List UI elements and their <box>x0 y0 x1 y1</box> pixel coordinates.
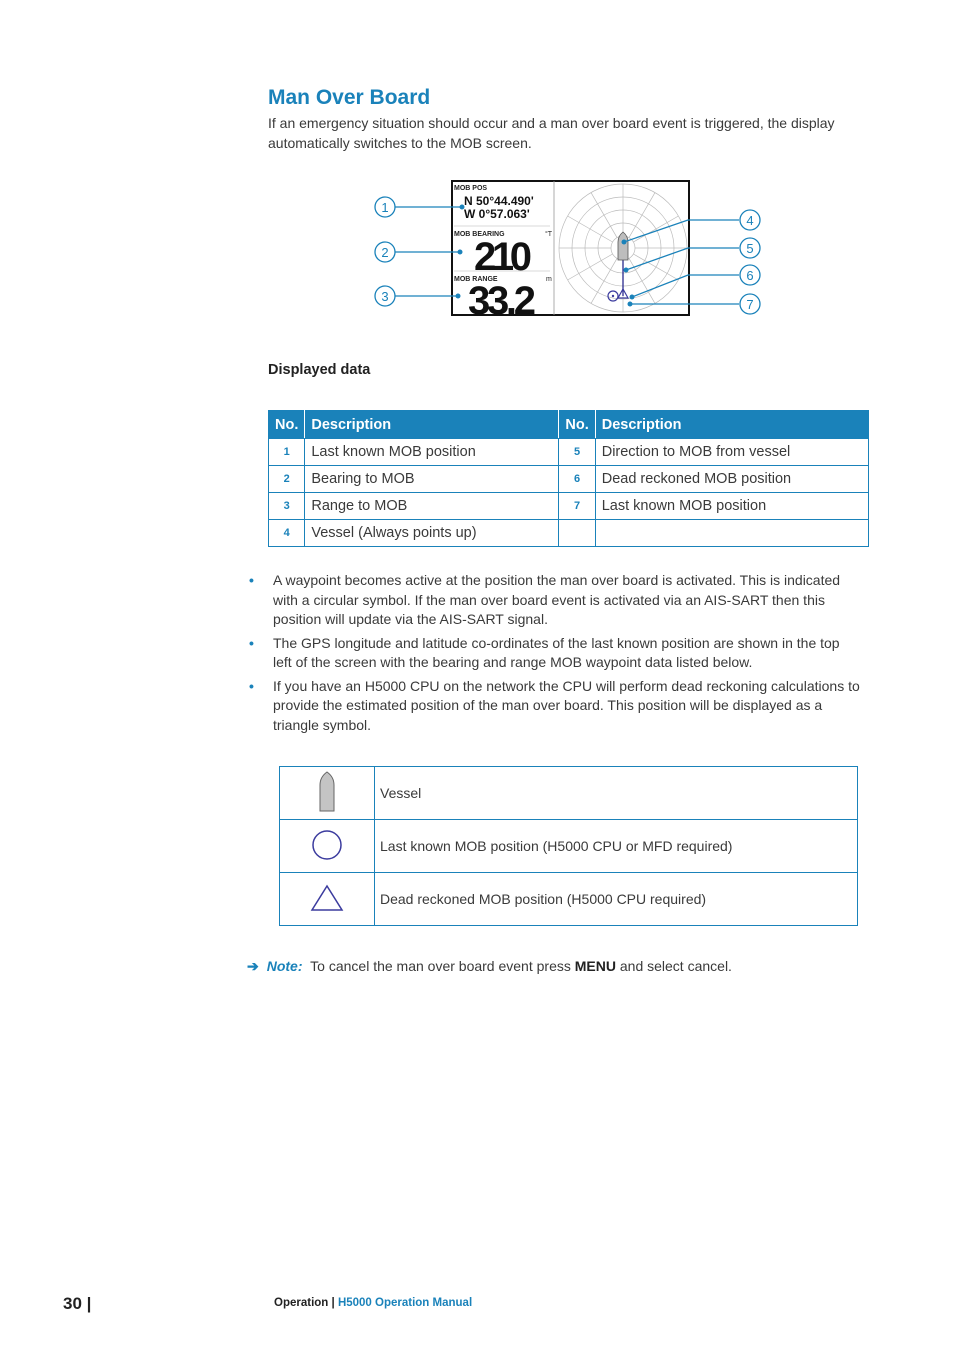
symbol-label: Dead reckoned MOB position (H5000 CPU required) <box>375 873 858 926</box>
callout-3: 3 <box>381 289 389 304</box>
cell-no: 2 <box>269 466 305 493</box>
triangle-icon <box>310 883 344 913</box>
mob-bearing-label: MOB BEARING <box>454 231 505 238</box>
mob-range-label: MOB RANGE <box>454 276 498 283</box>
bullet-text: If you have an H5000 CPU on the network the CPU will perform dead reckoning calculations to provide the estimated position of the man over board. This position will be displayed as a triangle symbol. <box>273 677 860 733</box>
symbol-cell <box>280 820 375 873</box>
col-no-1: No. <box>269 411 305 439</box>
note-text: and select cancel. <box>619 958 732 974</box>
displayed-data-table <box>268 410 869 547</box>
list-item <box>248 571 860 630</box>
displayed-data-heading: Displayed data <box>268 362 371 378</box>
list-item <box>248 677 860 736</box>
mob-bearing-unit: °T <box>545 231 553 238</box>
bullet-text: A waypoint becomes active at the position the man over board is activated. This is indicated with a circular symbol. If the man over board event is activated via an AIS-SART then this position will update via the AIS-SART signal. <box>273 572 841 627</box>
col-no-2: No. <box>559 411 595 439</box>
mob-range-unit: m <box>546 276 552 283</box>
cell-no: 3 <box>269 493 305 520</box>
col-desc-2: Description <box>595 411 868 439</box>
footer <box>274 1297 472 1309</box>
page-title: Man Over Board <box>268 86 431 109</box>
table-row <box>269 520 869 547</box>
cell-desc: Vessel (Always points up) <box>305 520 559 547</box>
bullet-text: The GPS longitude and latitude co-ordinates of the last known position are shown in the top left of the screen with the bearing and range MOB waypoint data listed below. <box>273 634 840 670</box>
cell-desc: Last known MOB position <box>595 493 868 520</box>
symbol-label: Last known MOB position (H5000 CPU or MFD required) <box>375 820 858 873</box>
footer-manual-title: H5000 Operation Manual <box>337 1297 473 1309</box>
note <box>247 958 732 975</box>
cell-no: 4 <box>269 520 305 547</box>
cell-desc: Dead reckoned MOB position <box>595 466 868 493</box>
arrow-right-icon: ➔ <box>247 958 259 974</box>
note-label: Note: <box>266 958 303 974</box>
footer-section: Operation | <box>274 1297 335 1309</box>
callout-4: 4 <box>746 213 754 228</box>
cell-no: 6 <box>559 466 595 493</box>
note-text: To cancel the man over board event press <box>310 958 571 974</box>
table-row <box>269 493 869 520</box>
list-item <box>248 634 860 673</box>
bullet-list <box>248 571 860 739</box>
mob-range-value: 33.2 <box>468 279 536 320</box>
callout-2: 2 <box>381 245 389 260</box>
cell-no: 1 <box>269 439 305 466</box>
symbol-cell <box>280 767 375 820</box>
callout-5: 5 <box>746 241 754 256</box>
mob-pos-label: MOB POS <box>454 185 488 192</box>
mob-bearing-value: 210 <box>474 235 532 279</box>
cell-desc: Direction to MOB from vessel <box>595 439 868 466</box>
vessel-icon <box>317 771 337 813</box>
cell-desc: Range to MOB <box>305 493 559 520</box>
intro-paragraph: If an emergency situation should occur and a man over board event is triggered, the display automatically switches to the MOB screen. <box>268 115 835 151</box>
mob-screen-figure <box>370 178 770 320</box>
cell-desc: Bearing to MOB <box>305 466 559 493</box>
bullet-dot-icon: • <box>249 572 254 588</box>
col-desc-1: Description <box>305 411 559 439</box>
cell-no: 7 <box>559 493 595 520</box>
vessel-icon <box>618 232 628 260</box>
page-number: 30 | <box>63 1294 92 1313</box>
cell-desc: Last known MOB position <box>305 439 559 466</box>
table-row <box>280 767 858 820</box>
bullet-dot-icon: • <box>249 677 254 694</box>
table-row <box>280 873 858 926</box>
menu-key-label: MENU <box>574 958 616 974</box>
symbols-table <box>279 766 858 926</box>
table-row <box>269 439 869 466</box>
cell-desc <box>595 520 868 547</box>
symbol-label: Vessel <box>375 767 858 820</box>
mob-lon: W 0°57.063' <box>464 207 530 221</box>
mob-lat: N 50°44.490' <box>464 194 534 208</box>
cell-no: 5 <box>559 439 595 466</box>
callout-6: 6 <box>746 268 754 283</box>
table-row <box>280 820 858 873</box>
symbol-cell <box>280 873 375 926</box>
circle-icon <box>310 828 344 862</box>
table-row <box>269 466 869 493</box>
cell-no <box>559 520 595 547</box>
callout-1: 1 <box>381 200 389 215</box>
callout-7: 7 <box>746 297 754 312</box>
bullet-dot-icon: • <box>249 634 254 651</box>
